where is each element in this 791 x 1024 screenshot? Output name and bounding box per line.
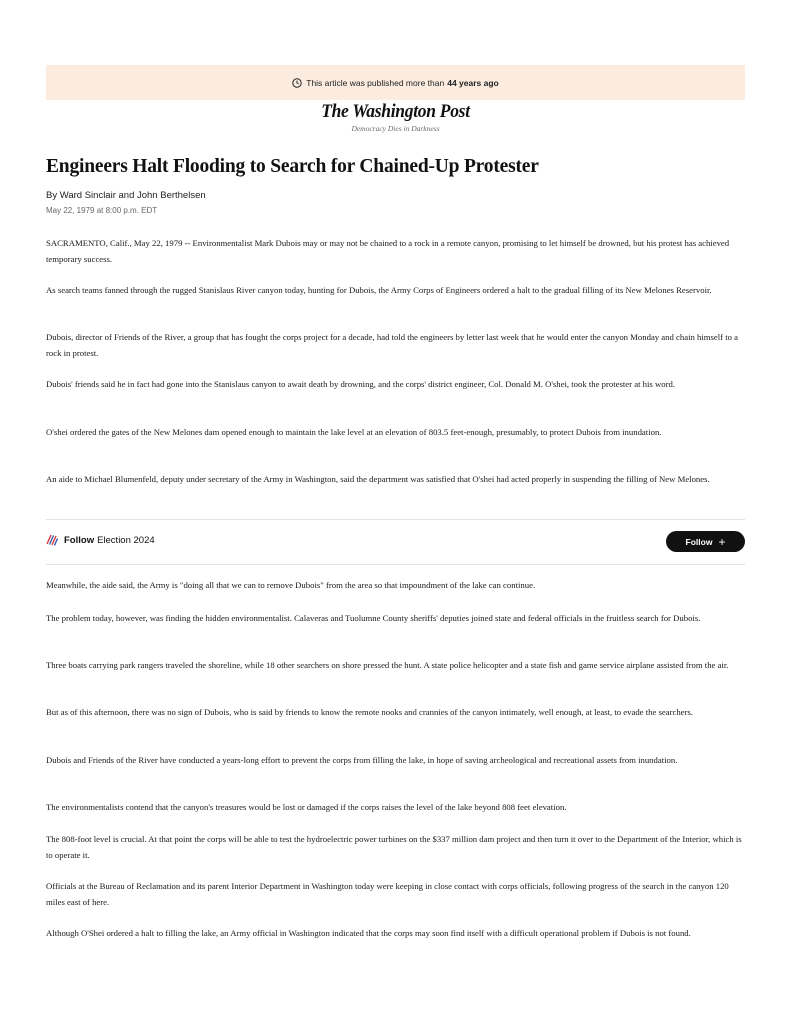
site-tagline: Democracy Dies in Darkness	[351, 124, 440, 133]
article-paragraph: Although O'Shei ordered a halt to filling the lake, an Army official in Washington indicated that the corps may soon find itself with a difficult operational problem if Dubois is not found.	[46, 928, 691, 938]
clock-icon	[292, 78, 302, 88]
article-paragraph: Dubois' friends said he in fact had gone into the Stanislaus canyon to await death by drowning, and the corps' district engineer, Col. Donald M. O'shei, took the protester at his word.	[46, 379, 675, 389]
article-paragraph: Dubois, director of Friends of the River, a group that has fought the corps project for a decade, had told the engineers by letter last week that he would enter the canyon Monday and chain himself to a rock in protest.	[46, 332, 739, 358]
article-byline: By Ward Sinclair and John Berthelsen	[46, 190, 206, 201]
masthead	[0, 101, 791, 133]
follow-prefix: Follow	[64, 534, 95, 546]
follow-topic	[46, 534, 155, 546]
article-paragraph: An aide to Michael Blumenfeld, deputy under secretary of the Army in Washington, said the department was satisfied that O'shei had acted properly in suspending the filling of New Melones.	[46, 474, 710, 484]
article-paragraph: SACRAMENTO, Calif., May 22, 1979 -- Environmentalist Mark Dubois may or may not be chained to a rock in a remote canyon, promising to let himself be drowned, but his protest has achieved temporary success.	[46, 238, 730, 264]
archive-notice-text: This article was published more than	[306, 77, 445, 88]
article-headline: Engineers Halt Flooding to Search for Chained-Up Protester	[46, 156, 539, 177]
follow-topic-name: Election 2024	[97, 534, 155, 546]
article-paragraph: Officials at the Bureau of Reclamation and its parent Interior Department in Washington today were keeping in close contact with corps officials, following progress of the search in the canyon 120 miles east of here.	[46, 881, 729, 907]
article-paragraph: But as of this afternoon, there was no sign of Dubois, who is said by friends to know the remote nooks and crannies of the canyon intimately, well enough, at least, to evade the searchers.	[46, 707, 693, 717]
archive-notice-age: 44 years ago	[447, 77, 499, 88]
follow-button-label: Follow	[685, 536, 713, 547]
article-paragraph: Meanwhile, the aide said, the Army is "doing all that we can to remove Dubois" from the area so that impoundment of the lake can continue.	[46, 580, 536, 590]
article-paragraph: Three boats carrying park rangers traveled the shoreline, while 18 other searchers on shore pressed the hunt. A state police helicopter and a state fish and game service airplane assisted from the air.	[46, 660, 729, 670]
archive-notice-banner	[46, 65, 745, 100]
site-logo[interactable]: The Washington Post	[321, 101, 470, 122]
election-flag-icon	[46, 534, 58, 546]
article-paragraph: The 808-foot level is crucial. At that point the corps will be able to test the hydroelectric power turbines on the $337 million dam project and then turn it over to the Department of the Interior, which is to operate it.	[46, 834, 742, 860]
follow-button[interactable]	[666, 531, 745, 552]
article-date: May 22, 1979 at 8:00 p.m. EDT	[46, 206, 158, 215]
article-paragraph: Dubois and Friends of the River have conducted a years-long effort to prevent the corps from filling the lake, in hope of saving archeological and recreational assets from inundation.	[46, 755, 678, 765]
plus-icon: +	[718, 534, 726, 549]
article-paragraph: The environmentalists contend that the canyon's treasures would be lost or damaged if the corps raises the level of the lake beyond 808 feet elevation.	[46, 802, 567, 812]
follow-topic-bar	[46, 519, 745, 565]
article-paragraph: O'shei ordered the gates of the New Melones dam opened enough to maintain the lake level at an elevation of 803.5 feet-enough, presumably, to protect Dubois from inundation.	[46, 427, 662, 437]
article-paragraph: As search teams fanned through the rugged Stanislaus River canyon today, hunting for Dubois, the Army Corps of Engineers ordered a halt to the gradual filling of its New Melones Reservoir.	[46, 285, 712, 295]
article-paragraph: The problem today, however, was finding the hidden environmentalist. Calaveras and Tuolumne County sheriffs' deputies joined state and federal officials in the fruitless search for Dubois.	[46, 613, 701, 623]
